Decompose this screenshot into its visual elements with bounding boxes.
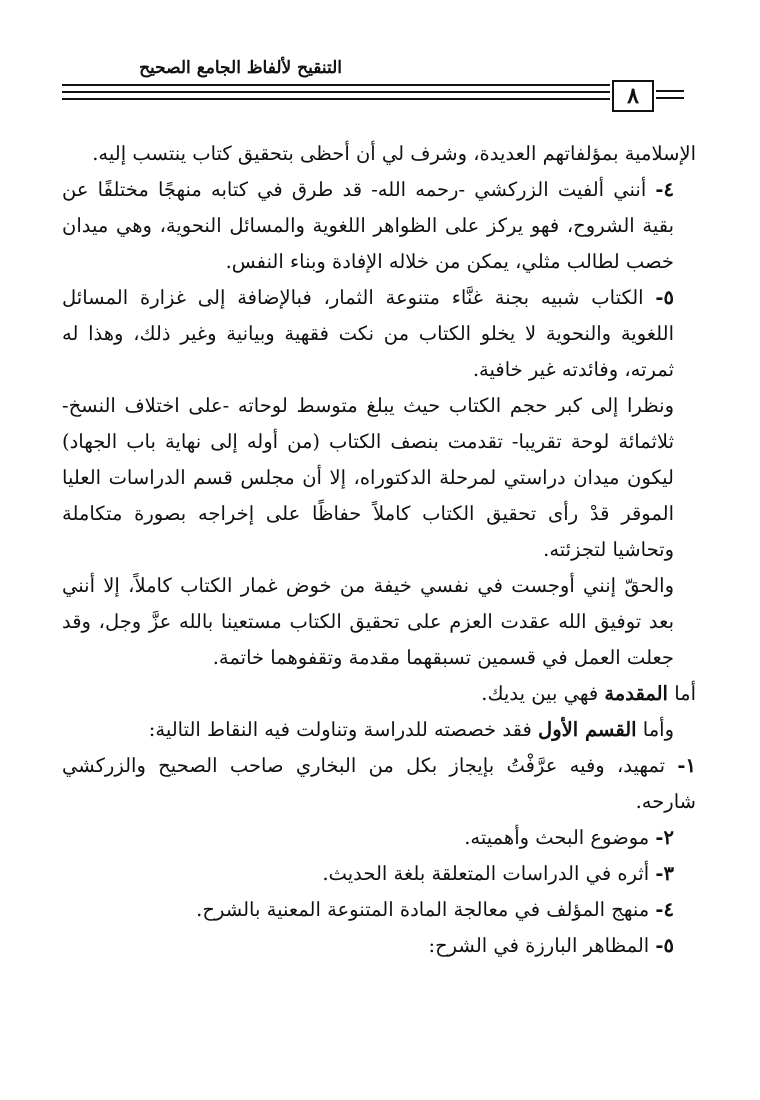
list-item: [62, 820, 696, 856]
paragraph-text: الإسلامية بمؤلفاتهم العديدة، وشرف لي أن أحظى بتحقيق كتاب ينتسب إليه.: [92, 142, 696, 165]
header-rule: [62, 84, 610, 86]
paragraph-number: ٥-: [655, 286, 674, 309]
list-item: [62, 856, 696, 892]
header-rule: [656, 90, 684, 92]
list-number: ١-: [677, 754, 696, 777]
list-item: [62, 892, 696, 928]
part-one-suffix: فقد خصصته للدراسة وتناولت فيه النقاط التالية:: [148, 718, 532, 741]
intro-suffix: فهي بين يديك.: [481, 682, 599, 705]
paragraph-text: الكتاب شبيه بجنة غنَّاء متنوعة الثمار، فبالإضافة إلى غزارة المسائل اللغوية والنحوية لا يخلو الكتاب من نكت فقهية وبيانية وغير ذلك، وهذا له ثمرته، وفائدته غير خافية.: [62, 286, 674, 381]
list-text: المظاهر البارزة في الشرح:: [428, 934, 650, 957]
paragraph-text: أنني ألفيت الزركشي -رحمه الله- قد طرق في كتابه منهجًا مختلفًا عن بقية الشروح، فهو يركز على الظواهر اللغوية والمسائل النحوية، وهي ميدان خصب لطالب مثلي، يمكن من خلاله الإفادة وبناء النفس.: [62, 178, 674, 273]
header-rule: [62, 91, 610, 93]
body-text: [62, 136, 696, 964]
paragraph: [62, 136, 696, 172]
list-number: ٢-: [655, 826, 674, 849]
list-item: [62, 748, 696, 820]
list-item: [62, 928, 696, 964]
header-rule: [656, 97, 684, 99]
paragraph-text: والحقّ إنني أوجست في نفسي خيفة من خوض غمار الكتاب كاملاً، إلا أنني بعد توفيق الله عقدت العزم على تحقيق الكتاب مستعينا بالله عزَّ وجل، وقد جعلت العمل في قسمين تسبقهما مقدمة وتقفوهما خاتمة.: [62, 574, 674, 669]
part-one-heading: القسم الأول: [538, 718, 637, 741]
numbered-paragraph: [62, 280, 696, 388]
list-text: منهج المؤلف في معالجة المادة المتنوعة المعنية بالشرح.: [196, 898, 650, 921]
list-text: تمهيد، وفيه عرَّفْتُ بإيجاز بكل من البخاري صاحب الصحيح والزركشي شارحه.: [62, 754, 696, 813]
intro-line: [62, 676, 696, 712]
page-number: ٨: [612, 80, 654, 112]
list-number: ٥-: [655, 934, 674, 957]
part-one-line: [62, 712, 696, 748]
list-text: موضوع البحث وأهميته.: [464, 826, 650, 849]
paragraph: [62, 568, 696, 676]
header-rule: [62, 98, 610, 100]
part-one-prefix: وأما: [642, 718, 674, 741]
running-title: التنقيح لألفاظ الجامع الصحيح: [139, 58, 342, 78]
numbered-paragraph: [62, 172, 696, 280]
list-number: ٣-: [655, 862, 674, 885]
paragraph-number: ٤-: [655, 178, 674, 201]
list-number: ٤-: [655, 898, 674, 921]
intro-prefix: أما: [674, 682, 696, 705]
list-text: أثره في الدراسات المتعلقة بلغة الحديث.: [322, 862, 650, 885]
paragraph: [62, 388, 696, 568]
intro-heading: المقدمة: [604, 682, 668, 705]
paragraph-text: ونظرا إلى كبر حجم الكتاب حيث يبلغ متوسط لوحاته -على اختلاف النسخ- ثلاثمائة لوحة تقريبا- تقدمت بنصف الكتاب (من أوله إلى نهاية باب الجهاد) ليكون ميدان دراستي لمرحلة الدكتوراه، إلا أن مجلس قسم الدراسات العليا الموقر قدْ رأى تحقيق الكتاب كاملاً حفاظًا على إخراجه بصورة متكاملة وتحاشيا لتجزئته.: [62, 394, 674, 561]
